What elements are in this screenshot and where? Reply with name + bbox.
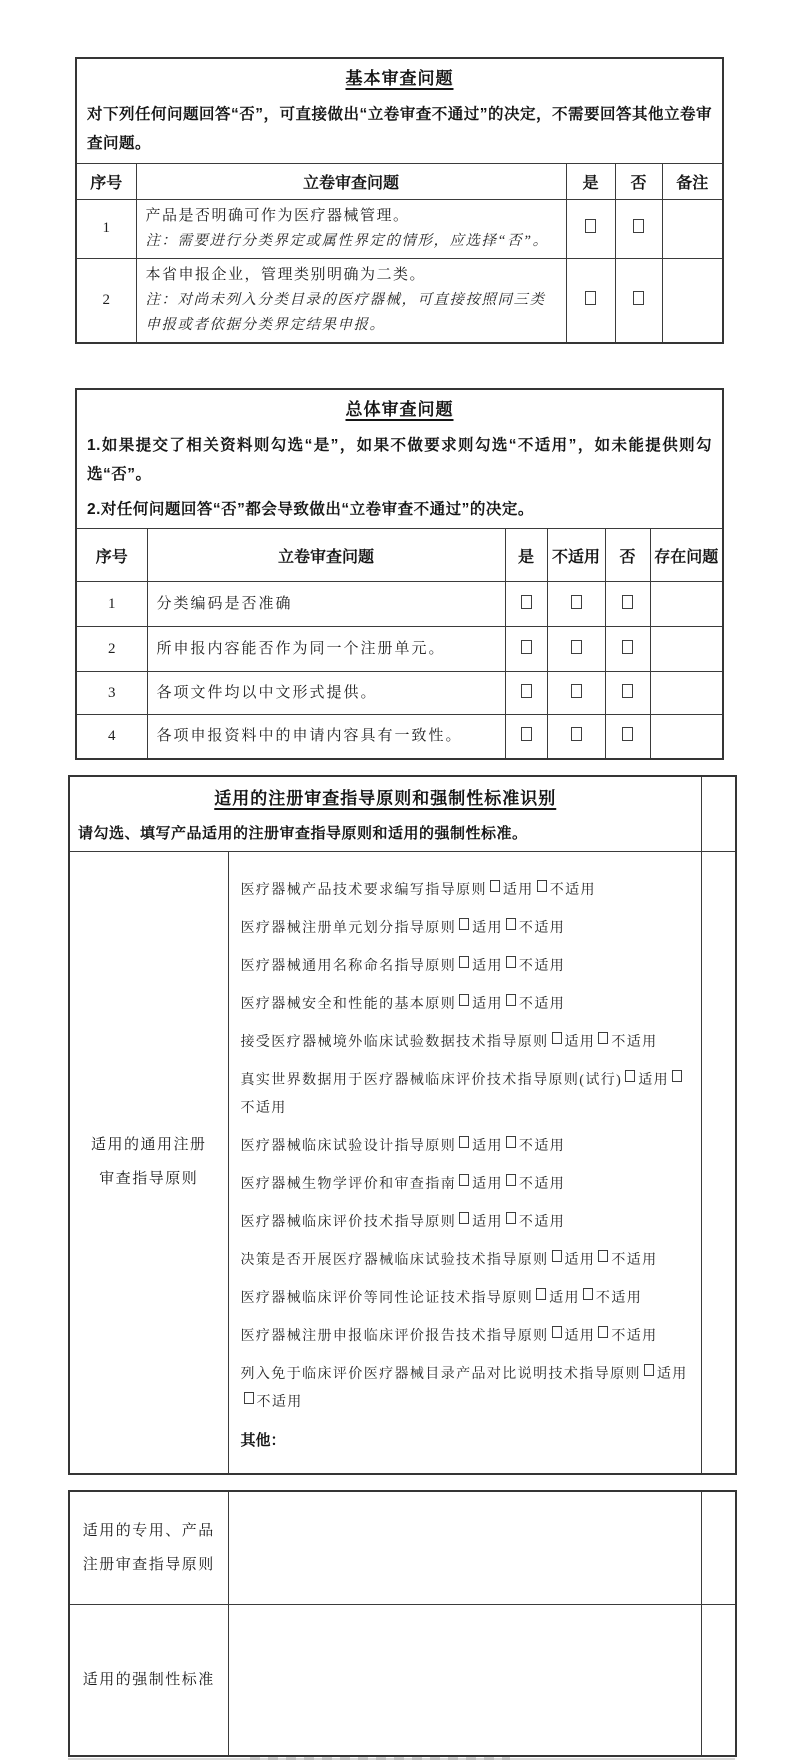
guideline-name: 接受医疗器械境外临床试验数据技术指导原则 <box>240 1034 549 1050</box>
checkbox-applicable-icon[interactable] <box>459 918 469 930</box>
mandatory-standards-label: 适用的强制性标准 <box>82 1671 215 1688</box>
header-seq-no: 序号 <box>76 163 136 199</box>
header-question: 立卷审查问题 <box>147 529 505 582</box>
checkbox-applicable-icon[interactable] <box>459 1136 469 1148</box>
guideline-item <box>241 1209 699 1237</box>
checkbox-applicable-icon[interactable] <box>490 880 500 892</box>
row-number: 4 <box>76 715 147 759</box>
checkbox-not-applicable-icon[interactable] <box>583 1288 593 1300</box>
guideline-name: 医疗器械安全和性能的基本原则 <box>240 996 457 1012</box>
checkbox-yes-icon[interactable] <box>585 291 596 305</box>
not-applicable-label: 不适用 <box>595 1290 643 1306</box>
mandatory-standards-label-cell <box>69 1604 228 1756</box>
question-text: 分类编码是否准确 <box>156 595 293 612</box>
guideline-item <box>241 1323 699 1351</box>
not-applicable-label: 不适用 <box>611 1252 658 1268</box>
row-number: 1 <box>76 199 136 258</box>
applicable-label: 适用 <box>472 1214 503 1230</box>
checkbox-applicable-icon[interactable] <box>459 956 469 968</box>
table-row <box>76 715 723 759</box>
guideline-name: 医疗器械临床评价等同性论证技术指导原则 <box>240 1290 534 1306</box>
applicable-label: 适用 <box>472 958 503 974</box>
not-applicable-label: 不适用 <box>611 1034 658 1050</box>
checkbox-yes-icon[interactable] <box>521 684 532 698</box>
header-yes: 是 <box>566 163 615 199</box>
not-applicable-label: 不适用 <box>549 882 596 898</box>
question-text: 各项申报资料中的申请内容具有一致性。 <box>156 727 463 744</box>
checkbox-no-icon[interactable] <box>633 291 644 305</box>
checkbox-not-applicable-icon[interactable] <box>244 1392 254 1404</box>
guideline-name: 真实世界数据用于医疗器械临床评价技术指导原则(试行) <box>240 1072 623 1088</box>
guideline-name: 医疗器械生物学评价和审查指南 <box>240 1176 457 1192</box>
general-guidance-label-line2: 审查指导原则 <box>99 1171 199 1188</box>
guideline-item <box>241 877 699 905</box>
narrow-cell-empty <box>701 1604 736 1756</box>
checkbox-na-icon[interactable] <box>571 684 582 698</box>
row-number: 2 <box>76 258 136 343</box>
checkbox-applicable-icon[interactable] <box>625 1070 635 1082</box>
general-guidance-row <box>69 852 736 1474</box>
applicable-label: 适用 <box>564 1252 596 1268</box>
guideline-name: 医疗器械注册申报临床评价报告技术指导原则 <box>240 1328 549 1344</box>
applicable-label: 适用 <box>656 1366 688 1382</box>
basic-review-table <box>75 57 724 344</box>
fill-in-cell-empty[interactable] <box>228 1491 701 1604</box>
not-applicable-label: 不适用 <box>518 996 566 1012</box>
guideline-list-cell <box>228 852 701 1474</box>
guideline-item <box>241 1285 699 1313</box>
guidance-title-cell <box>69 776 701 852</box>
applicable-label: 适用 <box>472 996 503 1012</box>
question-text: 产品是否明确可作为医疗器械管理。 <box>145 207 410 224</box>
not-applicable-label: 不适用 <box>518 958 566 974</box>
question-text: 本省申报企业，管理类别明确为二类。 <box>145 266 427 283</box>
specific-guidance-row <box>69 1491 736 1604</box>
table-row <box>76 627 723 672</box>
applicable-label: 适用 <box>472 1176 503 1192</box>
narrow-cell-empty <box>701 852 736 1474</box>
row-number: 3 <box>76 672 147 715</box>
header-not-applicable: 不适用 <box>547 529 605 582</box>
problem-cell-empty <box>650 672 723 715</box>
question-text: 所申报内容能否作为同一个注册单元。 <box>156 640 446 657</box>
header-existing-problem: 存在问题 <box>650 529 723 582</box>
checkbox-applicable-icon[interactable] <box>552 1032 562 1044</box>
guideline-item <box>241 991 699 1019</box>
checkbox-yes-icon[interactable] <box>521 727 532 741</box>
overall-review-instruction-1: 1.如果提交了相关资料则勾选“是”，如果不做要求则勾选“不适用”，如未能提供则勾选“否”。 <box>87 437 712 483</box>
header-seq-no: 序号 <box>76 529 147 582</box>
checkbox-not-applicable-icon[interactable] <box>506 994 516 1006</box>
checkbox-not-applicable-icon[interactable] <box>506 1136 516 1148</box>
applicable-label: 适用 <box>564 1034 596 1050</box>
checkbox-not-applicable-icon[interactable] <box>537 880 547 892</box>
table-row <box>76 672 723 715</box>
guideline-name: 决策是否开展医疗器械临床试验技术指导原则 <box>240 1252 549 1268</box>
checkbox-not-applicable-icon[interactable] <box>506 918 516 930</box>
guideline-item <box>241 1133 699 1161</box>
basic-review-title-cell <box>76 58 723 163</box>
overall-review-header-row <box>76 529 723 582</box>
general-guidance-label-line1: 适用的通用注册 <box>90 1137 207 1154</box>
overall-review-table <box>75 388 724 760</box>
guideline-name: 医疗器械通用名称命名指导原则 <box>240 958 457 974</box>
guideline-item <box>241 1171 699 1199</box>
guideline-item <box>241 953 699 981</box>
basic-review-header-row <box>76 163 723 199</box>
guideline-item <box>241 1029 699 1057</box>
not-applicable-label: 不适用 <box>518 1138 566 1154</box>
checkbox-not-applicable-icon[interactable] <box>598 1326 608 1338</box>
table-row <box>76 199 723 258</box>
overall-review-instruction-2: 2.对任何问题回答“否”都会导致做出“立卷审查不通过”的决定。 <box>87 501 534 518</box>
checkbox-na-icon[interactable] <box>571 727 582 741</box>
overall-review-title: 总体审查问题 <box>345 400 454 419</box>
checkbox-not-applicable-icon[interactable] <box>598 1250 608 1262</box>
applicable-label: 适用 <box>564 1328 596 1344</box>
other-label: 其他： <box>240 1431 286 1449</box>
guideline-item <box>241 1247 699 1275</box>
checkbox-yes-icon[interactable] <box>521 640 532 654</box>
checkbox-applicable-icon[interactable] <box>459 1174 469 1186</box>
specific-guidance-label-line1: 适用的专用、产品 <box>82 1522 215 1539</box>
guideline-name: 医疗器械产品技术要求编写指导原则 <box>240 882 487 898</box>
applicable-label: 适用 <box>502 882 534 898</box>
checkbox-applicable-icon[interactable] <box>552 1250 562 1262</box>
checkbox-applicable-icon[interactable] <box>536 1288 546 1300</box>
guideline-item <box>241 915 699 943</box>
checkbox-applicable-icon[interactable] <box>459 994 469 1006</box>
specific-guidance-standards-table <box>68 1490 737 1757</box>
header-remark: 备注 <box>662 163 723 199</box>
header-no: 否 <box>605 529 650 582</box>
basic-review-title: 基本审查问题 <box>345 69 454 89</box>
checkbox-not-applicable-icon[interactable] <box>598 1032 608 1044</box>
checkbox-applicable-icon[interactable] <box>459 1212 469 1224</box>
guideline-name: 医疗器械注册单元划分指导原则 <box>240 920 457 936</box>
overall-review-title-cell <box>76 389 723 529</box>
problem-cell-empty <box>650 627 723 672</box>
guidance-table-instructions: 请勾选、填写产品适用的注册审查指导原则和适用的强制性标准。 <box>78 825 528 842</box>
checkbox-yes-icon[interactable] <box>585 219 596 233</box>
not-applicable-label: 不适用 <box>518 920 566 936</box>
applicable-label: 适用 <box>549 1290 580 1306</box>
guideline-name: 医疗器械临床评价技术指导原则 <box>240 1214 457 1230</box>
table-row <box>76 582 723 627</box>
not-applicable-label: 不适用 <box>256 1394 303 1410</box>
checkbox-na-icon[interactable] <box>571 640 582 654</box>
question-note: 注：需要进行分类界定或属性界定的情形，应选择“否”。 <box>145 232 549 249</box>
header-question: 立卷审查问题 <box>136 163 566 199</box>
row-number: 2 <box>76 627 147 672</box>
checkbox-no-icon[interactable] <box>622 727 633 741</box>
checkbox-no-icon[interactable] <box>622 684 633 698</box>
question-note: 注：对尚未列入分类目录的医疗器械，可直接按照同三类申报或者依据分类界定结果申报。 <box>145 291 546 333</box>
problem-cell-empty <box>650 582 723 627</box>
narrow-cell-empty <box>701 1491 736 1604</box>
remark-cell-empty <box>662 258 723 343</box>
header-yes: 是 <box>505 529 547 582</box>
checkbox-not-applicable-icon[interactable] <box>506 1174 516 1186</box>
checkbox-no-icon[interactable] <box>633 219 644 233</box>
guideline-name: 医疗器械临床试验设计指导原则 <box>240 1138 457 1154</box>
not-applicable-label: 不适用 <box>240 1100 287 1116</box>
applicable-label: 适用 <box>472 920 503 936</box>
fill-in-cell-empty[interactable] <box>228 1604 701 1756</box>
remark-cell-empty <box>662 199 723 258</box>
header-no: 否 <box>615 163 662 199</box>
applicable-label: 适用 <box>472 1138 503 1154</box>
mandatory-standards-row <box>69 1604 736 1756</box>
checkbox-not-applicable-icon[interactable] <box>506 1212 516 1224</box>
question-text: 各项文件均以中文形式提供。 <box>156 684 378 701</box>
checkbox-not-applicable-icon[interactable] <box>506 956 516 968</box>
checkbox-not-applicable-icon[interactable] <box>672 1070 682 1082</box>
guideline-list <box>241 877 699 1417</box>
narrow-cell-empty <box>701 776 736 852</box>
guideline-item <box>241 1067 699 1123</box>
checkbox-applicable-icon[interactable] <box>644 1364 654 1376</box>
specific-guidance-label-line2: 注册审查指导原则 <box>82 1556 215 1573</box>
checkbox-applicable-icon[interactable] <box>552 1326 562 1338</box>
specific-guidance-label-cell <box>69 1491 228 1604</box>
guidance-table-title: 适用的注册审查指导原则和强制性标准识别 <box>214 789 557 808</box>
checkbox-na-icon[interactable] <box>571 595 582 609</box>
checkbox-no-icon[interactable] <box>622 640 633 654</box>
checkbox-yes-icon[interactable] <box>521 595 532 609</box>
general-guidance-label-cell <box>69 852 228 1474</box>
basic-review-instructions: 对下列任何问题回答“否”，可直接做出“立卷审查不通过”的决定，不需要回答其他立卷审查问题。 <box>87 106 713 153</box>
table-row <box>76 258 723 343</box>
not-applicable-label: 不适用 <box>611 1328 658 1344</box>
not-applicable-label: 不适用 <box>518 1214 566 1230</box>
guideline-item <box>241 1361 699 1417</box>
row-number: 1 <box>76 582 147 627</box>
applicable-label: 适用 <box>638 1072 670 1088</box>
checkbox-no-icon[interactable] <box>622 595 633 609</box>
guideline-name: 列入免于临床评价医疗器械目录产品对比说明技术指导原则 <box>240 1366 641 1382</box>
not-applicable-label: 不适用 <box>518 1176 566 1192</box>
problem-cell-empty <box>650 715 723 759</box>
guidance-identification-table <box>68 775 737 1475</box>
